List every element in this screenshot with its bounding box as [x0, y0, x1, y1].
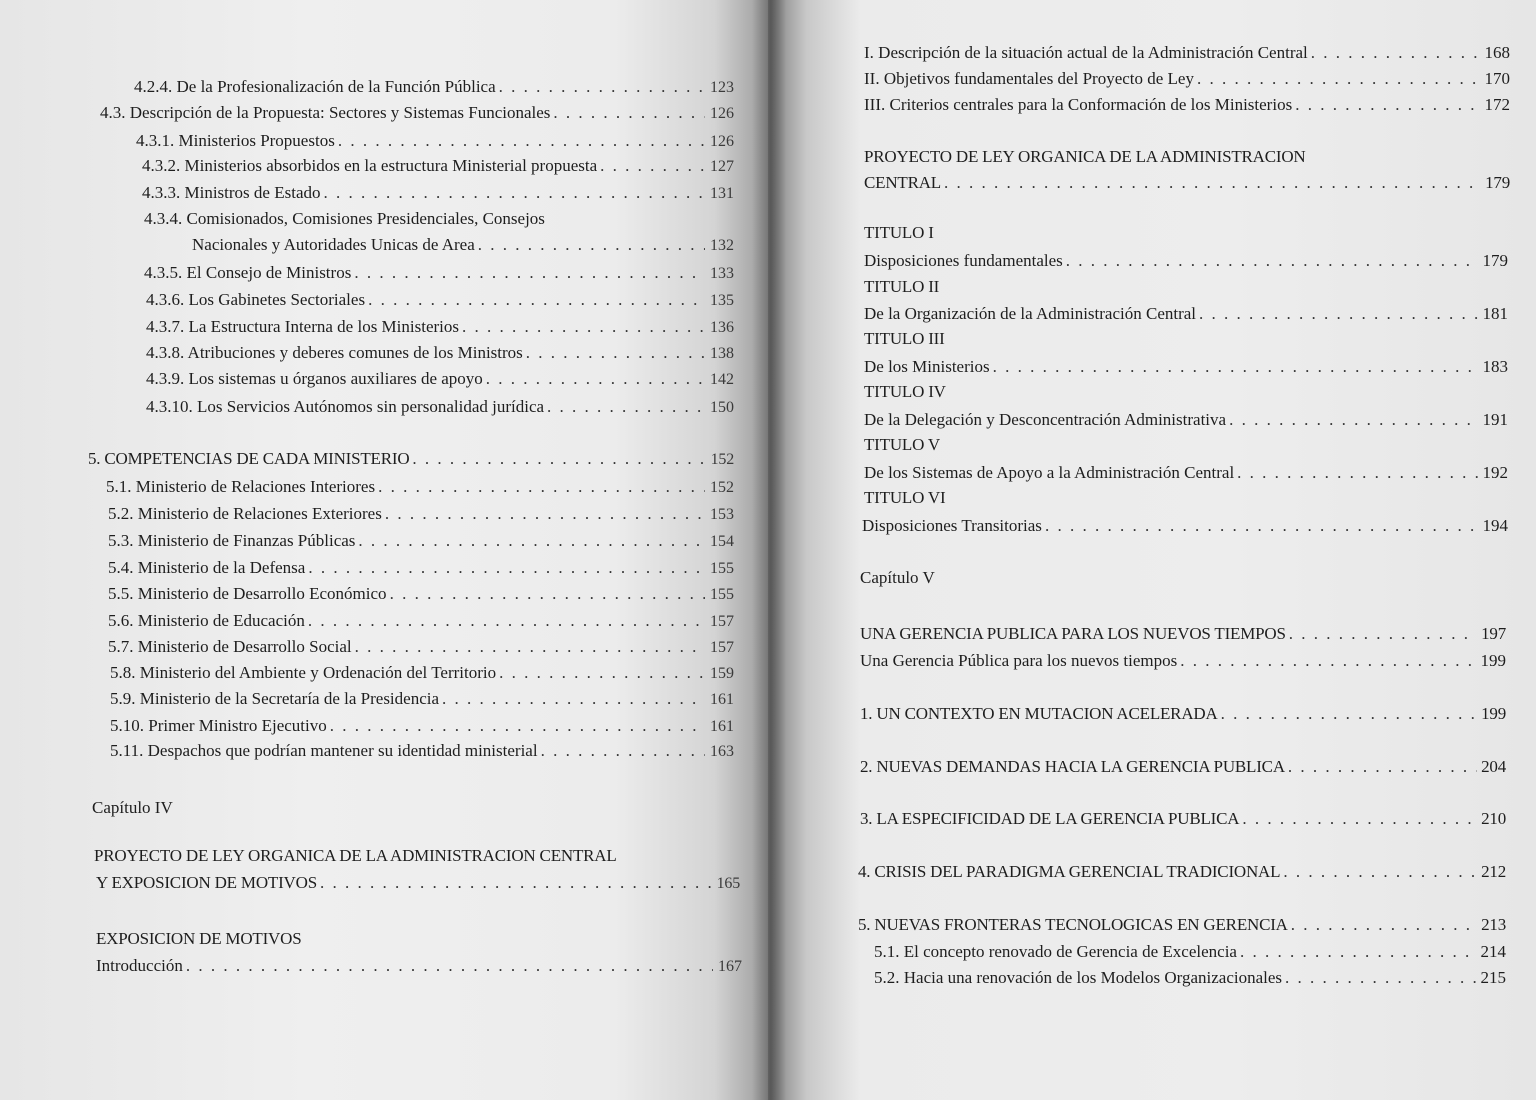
toc-label: Disposiciones fundamentales [864, 251, 1063, 270]
leader-dots [308, 610, 705, 632]
toc-label: 4.3.5. El Consejo de Ministros [144, 263, 352, 282]
toc-page-number: 214 [1480, 942, 1506, 961]
toc-entry [874, 941, 1506, 963]
leader-dots [186, 955, 713, 977]
toc-page-number: 183 [1482, 357, 1508, 376]
toc-page-number: 138 [710, 345, 734, 362]
toc-page-number: 152 [710, 451, 734, 468]
toc-label: 4.3.3. Ministros de Estado [142, 183, 321, 202]
toc-page-number: 170 [1484, 69, 1510, 88]
toc-label: De los Ministerios [864, 357, 990, 376]
toc-entry [860, 756, 1506, 778]
toc-entry [108, 503, 734, 526]
toc-label: 5.1. Ministerio de Relaciones Interiores [106, 477, 376, 496]
leader-dots [993, 356, 1479, 378]
leader-dots [1229, 409, 1479, 431]
toc-page-number: 142 [710, 371, 734, 388]
toc-entry [142, 182, 734, 205]
leader-dots [547, 396, 705, 418]
leader-dots [1199, 303, 1479, 325]
toc-entry [146, 342, 734, 365]
toc-label: De la Organización de la Administración Central [864, 304, 1197, 323]
leader-dots [1045, 515, 1479, 537]
toc-entry [864, 303, 1508, 325]
leader-dots [385, 503, 705, 525]
toc-page-number: 213 [1481, 915, 1506, 934]
toc-label: 5.8. Ministerio del Ambiente y Ordenación del Territorio [110, 663, 497, 682]
toc-entry [862, 515, 1508, 537]
toc-label: 4.3.6. Los Gabinetes Sectoriales [146, 290, 366, 309]
toc-label: 4.3.1. Ministerios Propuestos [136, 131, 335, 150]
toc-entry [110, 688, 734, 711]
leader-dots [541, 740, 705, 762]
toc-label: Y EXPOSICION DE MOTIVOS [96, 873, 317, 892]
toc-page-number: 123 [710, 79, 734, 96]
toc-entry [860, 703, 1506, 725]
book-gutter-shadow [752, 0, 786, 1100]
toc-label: 5.11. Despachos que podrían mantener su identidad ministerial [110, 741, 538, 760]
leader-dots [1283, 861, 1477, 883]
toc-label: I. Descripción de la situación actual de la Administración Central [864, 43, 1308, 62]
titulo-heading: TITULO II [864, 277, 940, 296]
toc-entry [96, 955, 742, 978]
leader-dots [368, 289, 705, 311]
leader-dots [442, 688, 705, 710]
leader-dots [354, 262, 705, 284]
leader-dots [462, 316, 705, 338]
toc-page-number: 161 [710, 691, 734, 708]
toc-entry [108, 610, 734, 633]
leader-dots [324, 182, 706, 204]
toc-entry [860, 623, 1506, 645]
toc-page-number: 163 [710, 743, 734, 760]
leader-dots [358, 530, 705, 552]
toc-page-number: 212 [1481, 862, 1506, 881]
toc-page-number: 153 [710, 506, 734, 523]
leader-dots [1221, 703, 1477, 725]
toc-entry [108, 583, 734, 606]
toc-label: CENTRAL [864, 173, 941, 192]
toc-label: 4.3.8. Atribuciones y deberes comunes de los Ministros [146, 343, 523, 362]
leader-dots [1237, 462, 1479, 484]
section-title: PROYECTO DE LEY ORGANICA DE LA ADMINISTRACION [864, 147, 1306, 166]
toc-page-number: 179 [1485, 173, 1510, 192]
toc-label: III. Criterios centrales para la Conformación de los Ministerios [864, 95, 1293, 114]
leader-dots [1197, 68, 1481, 90]
toc-label: 4.3.4. Comisionados, Comisiones Presidenciales, Consejos [144, 209, 545, 228]
toc-page-number: 126 [710, 133, 734, 150]
toc-entry [144, 262, 734, 285]
leader-dots [1240, 941, 1477, 963]
toc-entry [110, 715, 734, 738]
leader-dots [1285, 967, 1477, 989]
toc-page-number: 132 [710, 237, 734, 254]
toc-page-number: 155 [710, 560, 734, 577]
leader-dots [526, 342, 705, 364]
toc-label: 5.7. Ministerio de Desarrollo Social [108, 637, 352, 656]
toc-entry [146, 396, 734, 419]
toc-entry [864, 409, 1508, 431]
leader-dots [1066, 250, 1479, 272]
toc-label: Introducción [96, 956, 183, 975]
toc-page-number: 126 [710, 105, 734, 122]
toc-entry [110, 740, 734, 763]
toc-label: 5.3. Ministerio de Finanzas Públicas [108, 531, 356, 550]
titulo-heading: TITULO III [864, 329, 945, 348]
toc-entry [192, 234, 734, 257]
toc-entry [108, 636, 734, 659]
leader-dots [330, 715, 705, 737]
toc-label: UNA GERENCIA PUBLICA PARA LOS NUEVOS TIEMPOS [860, 624, 1286, 643]
leader-dots [320, 872, 711, 894]
toc-page-number: 192 [1482, 463, 1508, 482]
leader-dots [1291, 914, 1477, 936]
toc-label: De los Sistemas de Apoyo a la Administración Central [864, 463, 1235, 482]
toc-label: 5.2. Hacia una renovación de los Modelos Organizacionales [874, 968, 1283, 987]
leader-dots [355, 636, 705, 658]
toc-label: 5. NUEVAS FRONTERAS TECNOLOGICAS EN GERENCIA [858, 915, 1288, 934]
toc-entry [864, 94, 1510, 116]
toc-page-number: 161 [710, 718, 734, 735]
leader-dots [1242, 808, 1477, 830]
toc-entry [146, 289, 734, 312]
toc-label: 4.3.9. Los sistemas u órganos auxiliares de apoyo [146, 369, 483, 388]
toc-label: 5. COMPETENCIAS DE CADA MINISTERIO [88, 449, 410, 468]
leader-dots [1311, 42, 1481, 64]
toc-entry [860, 808, 1506, 830]
chapter-heading: Capítulo IV [92, 798, 173, 817]
toc-entry [858, 914, 1506, 936]
toc-entry [864, 250, 1508, 272]
titulo-heading: TITULO IV [864, 382, 946, 401]
toc-label: 4.2.4. De la Profesionalización de la Función Pública [134, 77, 496, 96]
section-title: PROYECTO DE LEY ORGANICA DE LA ADMINISTRACION CENTRAL [94, 846, 617, 865]
leader-dots [1289, 623, 1477, 645]
leader-dots [1180, 650, 1477, 672]
toc-page-number: 215 [1480, 968, 1506, 987]
toc-page-number: 150 [710, 399, 734, 416]
toc-entry [108, 530, 734, 553]
leader-dots [412, 448, 705, 470]
toc-page-number: 154 [710, 533, 734, 550]
titulo-heading: TITULO VI [864, 488, 946, 507]
toc-page-number: 165 [716, 875, 740, 892]
toc-page-number: 152 [710, 479, 734, 496]
toc-page-number: 127 [710, 158, 734, 175]
toc-page-number: 194 [1482, 516, 1508, 535]
titulo-heading: TITULO I [864, 223, 934, 242]
toc-page-number: 199 [1481, 704, 1506, 723]
toc-entry [864, 42, 1510, 64]
toc-entry [96, 872, 740, 895]
toc-label: 3. LA ESPECIFICIDAD DE LA GERENCIA PUBLICA [860, 809, 1240, 828]
toc-section-heading [88, 448, 734, 471]
toc-label: 5.4. Ministerio de la Defensa [108, 558, 306, 577]
leader-dots [478, 234, 705, 256]
section-title: EXPOSICION DE MOTIVOS [96, 929, 302, 948]
toc-entry [146, 368, 734, 391]
leader-dots [308, 557, 705, 579]
toc-entry [860, 650, 1506, 672]
toc-page-number: 133 [710, 265, 734, 282]
toc-page-number: 179 [1482, 251, 1508, 270]
toc-label: De la Delegación y Desconcentración Administrativa [864, 410, 1227, 429]
toc-page-number: 157 [710, 639, 734, 656]
toc-page-number: 199 [1480, 651, 1506, 670]
toc-label: 5.10. Primer Ministro Ejecutivo [110, 716, 327, 735]
leader-dots [499, 662, 705, 684]
toc-entry [108, 557, 734, 580]
toc-label: 4.3.10. Los Servicios Autónomos sin personalidad jurídica [146, 397, 545, 416]
right-page [768, 0, 1536, 1100]
toc-label: Una Gerencia Pública para los nuevos tiempos [860, 651, 1178, 670]
toc-label: 2. NUEVAS DEMANDAS HACIA LA GERENCIA PUBLICA [860, 757, 1285, 776]
toc-page-number: 172 [1484, 95, 1510, 114]
toc-label: Nacionales y Autoridades Unicas de Area [192, 235, 475, 254]
leader-dots [378, 476, 705, 498]
toc-entry [100, 102, 734, 125]
toc-page-number: 135 [710, 292, 734, 309]
toc-page-number: 191 [1482, 410, 1508, 429]
toc-page-number: 181 [1482, 304, 1508, 323]
leader-dots [1295, 94, 1481, 116]
toc-page-number: 157 [710, 613, 734, 630]
toc-page-number: 197 [1481, 624, 1506, 643]
toc-page-number: 204 [1481, 757, 1506, 776]
chapter-heading: Capítulo V [860, 568, 935, 587]
leader-dots [390, 583, 705, 605]
toc-page-number: 136 [710, 319, 734, 336]
toc-label: II. Objetivos fundamentales del Proyecto de Ley [864, 69, 1194, 88]
toc-label: 4.3. Descripción de la Propuesta: Sectores y Sistemas Funcionales [100, 103, 551, 122]
toc-entry [106, 476, 734, 499]
toc-label: 4.3.2. Ministerios absorbidos en la estructura Ministerial propuesta [142, 156, 598, 175]
toc-page-number: 131 [710, 185, 734, 202]
toc-page-number: 168 [1484, 43, 1510, 62]
toc-label: 5.9. Ministerio de la Secretaría de la Presidencia [110, 689, 440, 708]
toc-page-number: 159 [710, 665, 734, 682]
toc-page-number: 155 [710, 586, 734, 603]
leader-dots [1288, 756, 1477, 778]
leader-dots [486, 368, 705, 390]
toc-entry [146, 316, 734, 339]
toc-entry [864, 462, 1508, 484]
toc-label: 5.2. Ministerio de Relaciones Exteriores [108, 504, 382, 523]
toc-label: 5.1. El concepto renovado de Gerencia de Excelencia [874, 942, 1237, 961]
toc-label: 4. CRISIS DEL PARADIGMA GERENCIAL TRADICIONAL [858, 862, 1281, 881]
toc-label: Disposiciones Transitorias [862, 516, 1042, 535]
toc-entry [864, 68, 1510, 90]
leader-dots [944, 172, 1481, 194]
toc-label: 4.3.7. La Estructura Interna de los Ministerios [146, 317, 460, 336]
toc-entry [864, 172, 1510, 194]
toc-label: 1. UN CONTEXTO EN MUTACION ACELERADA [860, 704, 1218, 723]
titulo-heading: TITULO V [864, 435, 940, 454]
toc-label: 5.6. Ministerio de Educación [108, 611, 305, 630]
toc-entry [142, 155, 734, 178]
toc-page-number: 210 [1481, 809, 1506, 828]
toc-entry [874, 967, 1506, 989]
toc-entry [864, 356, 1508, 378]
toc-entry [134, 76, 734, 99]
toc-entry [858, 861, 1506, 883]
toc-entry [136, 130, 734, 153]
leader-dots [499, 76, 705, 98]
toc-entry [110, 662, 734, 685]
leader-dots [600, 155, 705, 177]
leader-dots [553, 102, 705, 124]
toc-label: 5.5. Ministerio de Desarrollo Económico [108, 584, 387, 603]
toc-page-number: 167 [718, 958, 742, 975]
leader-dots [338, 130, 705, 152]
